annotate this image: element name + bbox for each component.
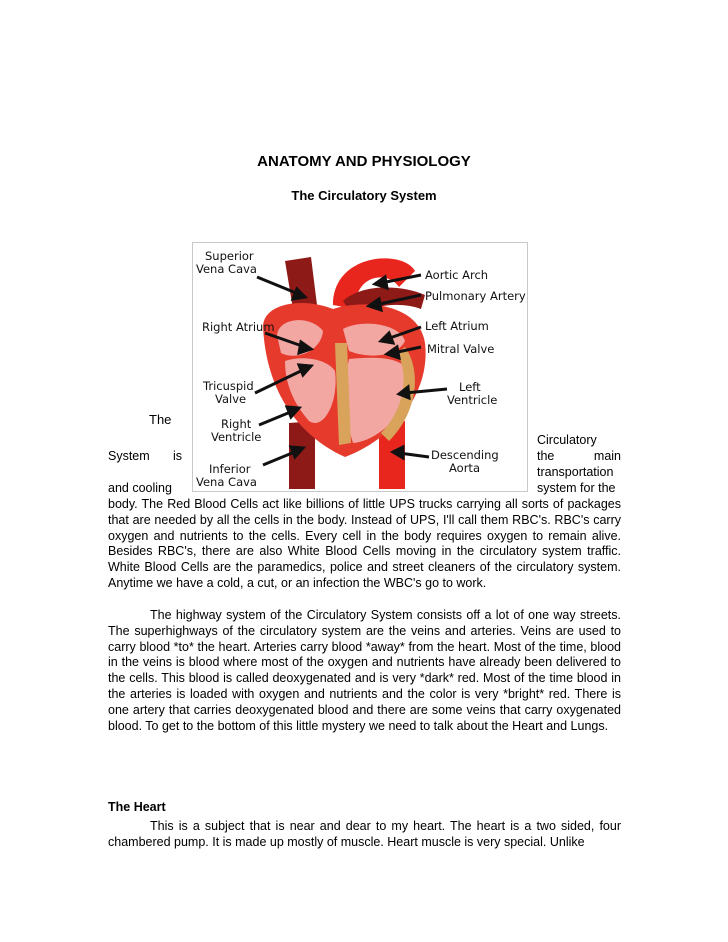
intro-system-for-the: system for the xyxy=(537,481,616,495)
intro-system: System xyxy=(108,449,150,463)
label-left-ventricle-2: Ventricle xyxy=(447,393,498,407)
label-inferior-vena-cava-1: Inferior xyxy=(209,462,251,476)
label-right-ventricle-1: Right xyxy=(221,417,252,431)
label-inferior-vena-cava-2: Vena Cava xyxy=(196,475,257,489)
intro-left-line-2 xyxy=(108,449,182,465)
label-right-atrium: Right Atrium xyxy=(202,320,275,334)
label-tricuspid-valve-2: Valve xyxy=(215,392,247,406)
label-superior-vena-cava-1: Superior xyxy=(205,249,254,263)
intro-circulatory: Circulatory xyxy=(537,433,597,447)
intro-main: main xyxy=(593,449,621,463)
intro-right-line-2 xyxy=(537,449,621,465)
label-descending-aorta-1: Descending xyxy=(431,448,499,462)
label-superior-vena-cava-2: Vena Cava xyxy=(196,262,257,276)
document-subtitle: The Circulatory System xyxy=(291,188,437,203)
document-title: ANATOMY AND PHYSIOLOGY xyxy=(257,153,471,170)
superior-vena-cava-shape xyxy=(285,257,317,309)
intro-continuation: body. The Red Blood Cells act like billions of little UPS trucks carrying all sorts of packages that are needed by all the cells in the body. Instead of UPS, I'll call them RBC's. RBC's carry oxygen and nutrients to the cells. Every cell in the body requires oxygen to remain alive. Besides RBC's, there are also White Blood Cells moving in the circulatory system traffic. White Blood Cells are the paramedics, police and street cleaners of the circulatory system. Anytime we have a cold, a cut, or an infection the WBC's go to work. xyxy=(108,497,621,590)
label-right-ventricle-2: Ventricle xyxy=(211,430,262,444)
label-tricuspid-valve-1: Tricuspid xyxy=(203,379,254,393)
label-mitral-valve: Mitral Valve xyxy=(427,342,495,356)
intro-the-right: the xyxy=(537,449,555,463)
heart-diagram-svg xyxy=(193,243,527,491)
highway-paragraph: The highway system of the Circulatory System consists off a lot of one way streets. The superhighways of the circulatory system are the veins and arteries. Veins are used to carry blood *to* the heart. Arteries carry blood *away* from the heart. Most of the time, blood in the veins is blood where most of the oxygen and nutrients have already been delivered to the cells. This blood is called deoxygenated and is very *dark* red. Most of the time blood in the arteries is loaded with oxygen and nutrients and the color is very *bright* red. There is one artery that carries deoxygenated blood and there are some veins that carry oxygenated blood. To get to the bottom of this little mystery we need to talk about the Heart and Lungs. xyxy=(108,608,621,733)
intro-transportation: transportation xyxy=(537,465,614,479)
label-left-ventricle-1: Left xyxy=(459,380,481,394)
heart-heading: The Heart xyxy=(108,800,166,814)
label-left-atrium: Left Atrium xyxy=(425,319,489,333)
label-pulmonary-artery: Pulmonary Artery xyxy=(425,289,526,303)
heart-diagram xyxy=(192,242,528,492)
heart-paragraph: This is a subject that is near and dear to my heart. The heart is a two sided, four chambered pump. It is made up mostly of muscle. Heart muscle is very special. Unlike xyxy=(108,819,621,849)
intro-is: is xyxy=(172,449,182,463)
intro-the: The xyxy=(149,412,172,427)
intro-and-cooling: and cooling xyxy=(108,481,172,495)
label-aortic-arch: Aortic Arch xyxy=(425,268,489,282)
label-descending-aorta-2: Aorta xyxy=(449,461,480,475)
